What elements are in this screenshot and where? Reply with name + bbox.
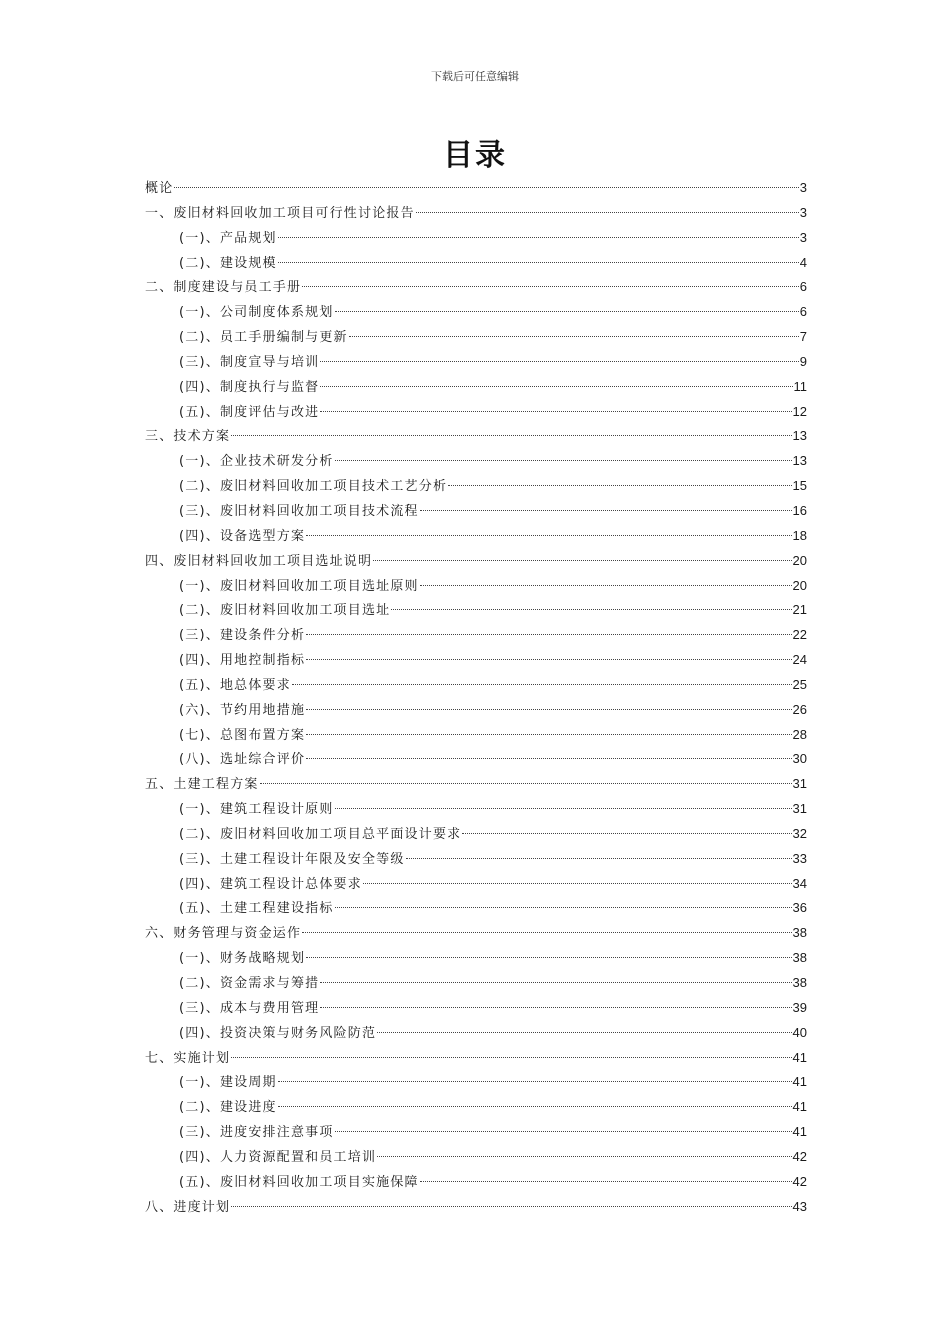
- toc-entry-label: 六、财务管理与资金运作: [145, 926, 302, 942]
- toc-dot-leader: [320, 982, 791, 983]
- toc-dot-leader: [278, 237, 799, 238]
- toc-entry-label: (五)、土建工程建设指标: [179, 901, 334, 917]
- toc-entry[interactable]: [145, 847, 807, 872]
- toc-entry-page-number: 41: [792, 1049, 807, 1065]
- toc-entry-page-number: 28: [792, 726, 807, 742]
- toc-entry-page-number: 18: [792, 527, 807, 543]
- toc-entry[interactable]: [145, 971, 807, 996]
- toc-dot-leader: [260, 783, 792, 784]
- toc-entry[interactable]: [145, 772, 807, 797]
- toc-entry-label: (五)、废旧材料回收加工项目实施保障: [179, 1174, 419, 1190]
- toc-entry-label: (三)、废旧材料回收加工项目技术流程: [179, 503, 419, 519]
- toc-entry-page-number: 4: [799, 254, 807, 270]
- toc-dot-leader: [306, 758, 791, 759]
- toc-entry-label: (四)、投资决策与财务风险防范: [179, 1025, 377, 1041]
- toc-entry-page-number: 33: [792, 850, 807, 866]
- toc-entry-label: (一)、公司制度体系规划: [179, 305, 334, 321]
- toc-entry-label: 八、进度计划: [145, 1199, 231, 1215]
- toc-entry-page-number: 39: [792, 999, 807, 1015]
- toc-entry-page-number: 3: [799, 204, 807, 220]
- toc-entry[interactable]: [145, 896, 807, 921]
- toc-entry-label: (一)、产品规划: [179, 230, 277, 246]
- toc-entry-page-number: 43: [792, 1198, 807, 1214]
- header-note: 下载后可任意编辑: [431, 70, 519, 83]
- toc-dot-leader: [335, 907, 792, 908]
- toc-entry-page-number: 34: [792, 875, 807, 891]
- toc-entry-page-number: 31: [792, 776, 807, 792]
- toc-entry-label: (二)、废旧材料回收加工项目总平面设计要求: [179, 826, 462, 842]
- toc-entry-page-number: 40: [792, 1024, 807, 1040]
- toc-entry-label: (二)、员工手册编制与更新: [179, 330, 348, 346]
- toc-entry-label: (六)、节约用地措施: [179, 702, 306, 718]
- toc-entry[interactable]: [145, 226, 807, 251]
- toc-dot-leader: [231, 435, 791, 436]
- toc-entry-label: 七、实施计划: [145, 1050, 231, 1066]
- toc-dot-leader: [363, 883, 792, 884]
- toc-entry-page-number: 42: [792, 1148, 807, 1164]
- toc-entry[interactable]: [145, 400, 807, 425]
- toc-entry-page-number: 41: [792, 1124, 807, 1140]
- toc-entry-page-number: 30: [792, 751, 807, 767]
- toc-dot-leader: [306, 709, 791, 710]
- toc-entry[interactable]: [145, 1070, 807, 1095]
- toc-entry-page-number: 41: [792, 1074, 807, 1090]
- toc-entry-label: 一、废旧材料回收加工项目可行性讨论报告: [145, 205, 415, 221]
- toc-entry-page-number: 7: [799, 329, 807, 345]
- toc-dot-leader: [420, 585, 792, 586]
- toc-entry-label: (二)、废旧材料回收加工项目选址: [179, 603, 391, 619]
- toc-entry[interactable]: [145, 1170, 807, 1195]
- toc-entry[interactable]: [145, 176, 807, 201]
- toc-entry-label: (二)、建设进度: [179, 1100, 277, 1116]
- toc-entry-label: (一)、建设周期: [179, 1075, 277, 1091]
- toc-dot-leader: [302, 932, 791, 933]
- toc-entry-label: 三、技术方案: [145, 429, 231, 445]
- toc-entry[interactable]: [145, 499, 807, 524]
- toc-entry-page-number: 21: [792, 602, 807, 618]
- toc-entry-label: (五)、地总体要求: [179, 677, 291, 693]
- toc-entry[interactable]: [145, 474, 807, 499]
- toc-dot-leader: [320, 411, 791, 412]
- toc-entry-label: (二)、建设规模: [179, 255, 277, 271]
- toc-dot-leader: [306, 634, 791, 635]
- toc-entry[interactable]: [145, 698, 807, 723]
- toc-dot-leader: [462, 833, 791, 834]
- toc-dot-leader: [174, 187, 798, 188]
- toc-entry-label: (一)、企业技术研发分析: [179, 454, 334, 470]
- toc-entry-label: (八)、选址综合评价: [179, 752, 306, 768]
- toc-dot-leader: [448, 485, 791, 486]
- toc-entry-page-number: 20: [792, 552, 807, 568]
- toc-dot-leader: [335, 311, 799, 312]
- toc-entry-label: (三)、建设条件分析: [179, 628, 306, 644]
- toc-entry[interactable]: [145, 747, 807, 772]
- toc-entry[interactable]: [145, 275, 807, 300]
- toc-entry[interactable]: [145, 822, 807, 847]
- toc-entry[interactable]: [145, 325, 807, 350]
- toc-entry[interactable]: [145, 1046, 807, 1071]
- toc-entry-label: 五、土建工程方案: [145, 777, 259, 793]
- toc-dot-leader: [377, 1032, 791, 1033]
- toc-entry-label: (一)、废旧材料回收加工项目选址原则: [179, 578, 419, 594]
- toc-entry[interactable]: [145, 1095, 807, 1120]
- toc-entry-label: (一)、财务战略规划: [179, 951, 306, 967]
- toc-entry[interactable]: [145, 524, 807, 549]
- toc-entry[interactable]: [145, 424, 807, 449]
- toc-entry[interactable]: [145, 251, 807, 276]
- toc-entry-page-number: 13: [792, 453, 807, 469]
- toc-entry-page-number: 41: [792, 1099, 807, 1115]
- toc-entry-page-number: 13: [792, 428, 807, 444]
- toc-entry[interactable]: [145, 946, 807, 971]
- toc-entry[interactable]: [145, 1145, 807, 1170]
- toc-entry-label: (四)、建筑工程设计总体要求: [179, 876, 362, 892]
- toc-entry-label: (三)、土建工程设计年限及安全等级: [179, 851, 405, 867]
- toc-entry-label: 四、废旧材料回收加工项目选址说明: [145, 553, 373, 569]
- toc-entry-page-number: 26: [792, 701, 807, 717]
- toc-entry[interactable]: [145, 574, 807, 599]
- toc-dot-leader: [306, 734, 791, 735]
- toc-entry-page-number: 3: [799, 180, 807, 195]
- toc-entry-page-number: 16: [792, 502, 807, 518]
- toc-dot-leader: [320, 386, 792, 387]
- toc-dot-leader: [278, 1106, 792, 1107]
- toc-entry-label: (四)、用地控制指标: [179, 653, 306, 669]
- toc-entry[interactable]: [145, 797, 807, 822]
- toc-entry[interactable]: [145, 1120, 807, 1145]
- toc-dot-leader: [416, 212, 799, 213]
- toc-entry-page-number: 15: [792, 478, 807, 494]
- toc-entry-page-number: 32: [792, 825, 807, 841]
- toc-dot-leader: [391, 609, 791, 610]
- toc-entry-page-number: 42: [792, 1173, 807, 1189]
- toc-entry[interactable]: [145, 921, 807, 946]
- toc-entry-page-number: 36: [792, 900, 807, 916]
- toc-dot-leader: [406, 858, 792, 859]
- toc-entry-label: 概论: [145, 181, 174, 196]
- toc-entry-label: (二)、资金需求与筹措: [179, 976, 320, 991]
- toc-dot-leader: [335, 460, 792, 461]
- toc-entry-page-number: 3: [799, 229, 807, 245]
- toc-entry-label: (二)、废旧材料回收加工项目技术工艺分析: [179, 479, 448, 495]
- toc-entry-page-number: 24: [792, 652, 807, 668]
- toc-entry[interactable]: [145, 375, 807, 400]
- toc-entry-label: (四)、设备选型方案: [179, 528, 306, 544]
- toc-dot-leader: [306, 957, 791, 958]
- toc-entry[interactable]: [145, 723, 807, 748]
- toc-entry-label: (三)、制度宣导与培训: [179, 354, 320, 370]
- toc-entry-page-number: 6: [799, 304, 807, 320]
- toc-entry-page-number: 22: [792, 627, 807, 643]
- toc-dot-leader: [420, 510, 792, 511]
- toc-entry-label: (七)、总图布置方案: [179, 727, 306, 743]
- toc-entry[interactable]: [145, 996, 807, 1021]
- toc-entry-page-number: 6: [799, 279, 807, 295]
- toc-entry-label: (三)、成本与费用管理: [179, 1000, 320, 1016]
- toc-dot-leader: [231, 1206, 791, 1207]
- toc-entry-page-number: 38: [792, 950, 807, 966]
- toc-dot-leader: [292, 684, 792, 685]
- toc-dot-leader: [320, 1007, 791, 1008]
- toc-entry[interactable]: [145, 350, 807, 375]
- toc-entry-page-number: 9: [799, 353, 807, 369]
- toc-entry[interactable]: [145, 1021, 807, 1046]
- toc-dot-leader: [278, 1081, 792, 1082]
- toc-dot-leader: [373, 560, 791, 561]
- toc-entry-page-number: 12: [792, 403, 807, 419]
- toc-dot-leader: [306, 535, 791, 536]
- toc-entry[interactable]: [145, 1195, 807, 1220]
- table-of-contents: [145, 176, 807, 1219]
- toc-entry-page-number: 31: [792, 801, 807, 817]
- toc-entry-label: 二、制度建设与员工手册: [145, 280, 302, 296]
- toc-entry-label: (三)、进度安排注意事项: [179, 1125, 334, 1141]
- toc-entry[interactable]: [145, 449, 807, 474]
- toc-entry-page-number: 38: [792, 925, 807, 941]
- toc-dot-leader: [349, 336, 799, 337]
- toc-entry-label: (四)、人力资源配置和员工培训: [179, 1149, 377, 1165]
- toc-entry[interactable]: [145, 300, 807, 325]
- toc-entry[interactable]: [145, 549, 807, 574]
- toc-dot-leader: [302, 286, 799, 287]
- toc-entry[interactable]: [145, 872, 807, 897]
- toc-entry-label: (五)、制度评估与改进: [179, 404, 320, 420]
- toc-dot-leader: [278, 262, 799, 263]
- toc-entry[interactable]: [145, 201, 807, 226]
- toc-dot-leader: [335, 1131, 792, 1132]
- toc-entry-label: (一)、建筑工程设计原则: [179, 802, 334, 818]
- toc-entry-page-number: 11: [793, 378, 807, 394]
- toc-dot-leader: [377, 1156, 791, 1157]
- toc-dot-leader: [420, 1181, 792, 1182]
- toc-entry[interactable]: [145, 648, 807, 673]
- toc-dot-leader: [320, 361, 798, 362]
- toc-dot-leader: [231, 1057, 791, 1058]
- toc-dot-leader: [335, 808, 792, 809]
- toc-entry-page-number: 38: [792, 975, 807, 990]
- toc-entry-page-number: 25: [792, 676, 807, 692]
- toc-dot-leader: [306, 659, 791, 660]
- toc-entry[interactable]: [145, 598, 807, 623]
- toc-entry[interactable]: [145, 623, 807, 648]
- toc-entry[interactable]: [145, 673, 807, 698]
- page-title: 目录: [443, 138, 507, 173]
- toc-entry-page-number: 20: [792, 577, 807, 593]
- toc-entry-label: (四)、制度执行与监督: [179, 379, 320, 395]
